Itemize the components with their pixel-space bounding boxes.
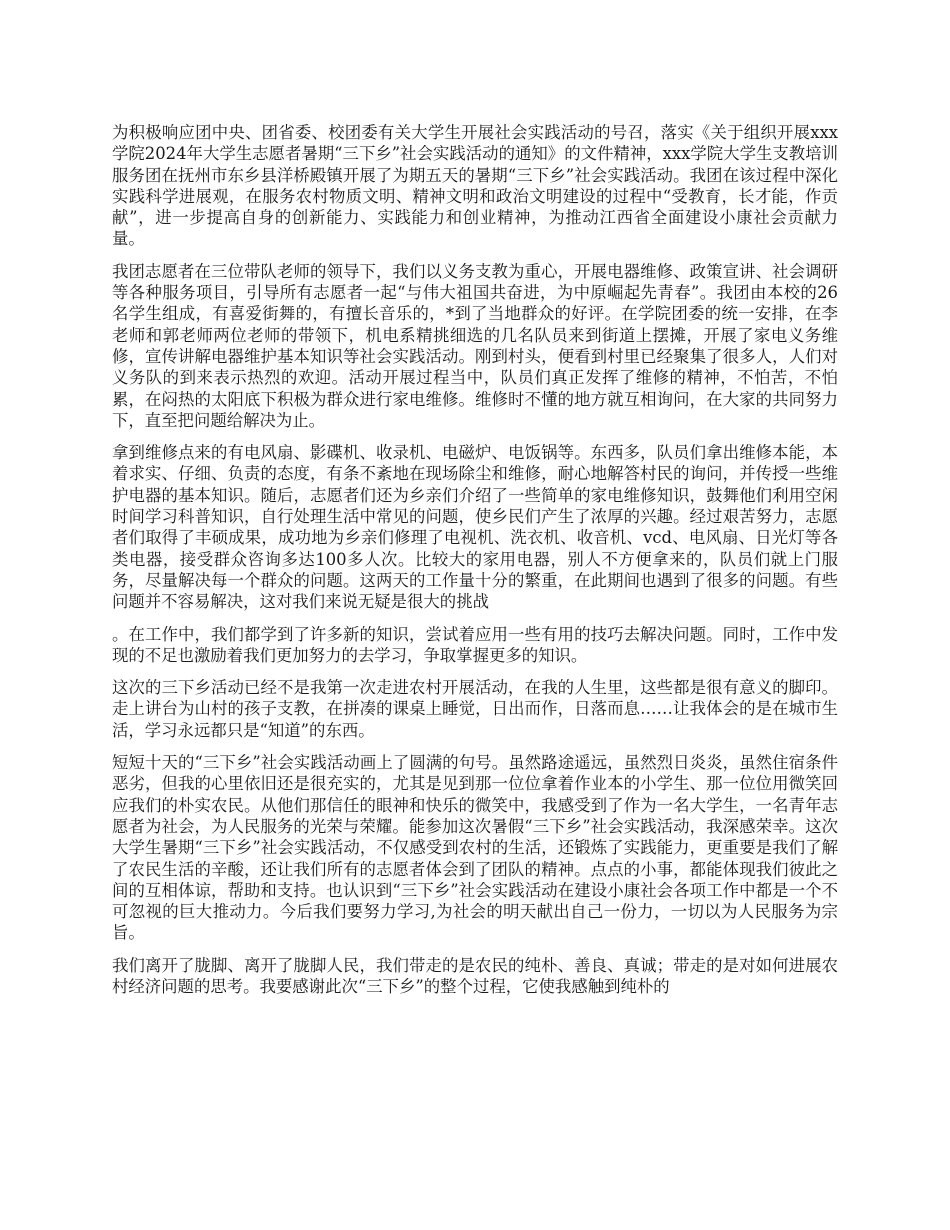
paragraph-intro: 为积极响应团中央、团省委、校团委有关大学生开展社会实践活动的号召，落实《关于组织开展xxx学院2024年大学生志愿者暑期“三下乡”社会实践活动的通知》的文件精神，xxx学院大学生支教培训服务团在抚州市东乡县洋桥殿镇开展了为期五天的暑期“三下乡”社会实践活动。我团在该过程中深化实践科学进展观，在服务农村物质文明、精神文明和政治文明建设的过程中“受教育，长才能，作贡献”，进一步提高自身的创新能力、实践能力和创业精神，为推动江西省全面建设小康社会贡献力量。	[112, 123, 838, 249]
document-body	[112, 122, 838, 1008]
paragraph-team-activities: 我团志愿者在三位带队老师的领导下，我们以义务支教为重心，开展电器维修、政策宣讲、社会调研等各种服务项目，引导所有志愿者一起“与伟大祖国共奋进，为中原崛起先青春”。我团由本校的26名学生组成，有喜爱街舞的，有擅长音乐的，*到了当地群众的好评。在学院团委的统一安排，在李老师和郭老师两位老师的带领下，机电系精挑细选的几名队员来到街道上摆摊，开展了家电义务维修，宣传讲解电器维护基本知识等社会实践活动。刚到村头，便看到村里已经聚集了很多人，人们对义务队的到来表示热烈的欢迎。活动开展过程当中，队员们真正发挥了维修的精神，不怕苦，不怕累，在闷热的太阳底下积极为群众进行家电维修。维修时不懂的地方就互相询问，在大家的共同努力下，直至把问题给解决为止。	[112, 261, 838, 430]
paragraph-learning: 。在工作中，我们都学到了许多新的知识，尝试着应用一些有用的技巧去解决问题。同时，工作中发现的不足也激励着我们更加努力的去学习，争取掌握更多的知识。	[112, 624, 838, 665]
paragraph-repair-work: 拿到维修点来的有电风扇、影碟机、收录机、电磁炉、电饭锅等。东西多，队员们拿出维修本能，本着求实、仔细、负责的态度，有条不紊地在现场除尘和维修，耐心地解答村民的询问，并传授一些维护电器的基本知识。随后，志愿者们还为乡亲们介绍了一些简单的家电维修知识，鼓舞他们利用空闲时间学习科普知识，自行处理生活中常见的问题，使乡民们产生了浓厚的兴趣。经过艰苦努力，志愿者们取得了丰硕成果，成功地为乡亲们修理了电视机、洗衣机、收音机、vcd、电风扇、日光灯等各类电器，接受群众咨询多达100多人次。比较大的家用电器，别人不方便拿来的，队员们就上门服务，尽量解决每一个群众的问题。这两天的工作量十分的繁重，在此期间也遇到了很多的问题。有些问题并不容易解决，这对我们来说无疑是很大的挑战	[112, 443, 838, 612]
paragraph-reflection: 这次的三下乡活动已经不是我第一次走进农村开展活动，在我的人生里，这些都是很有意义的脚印。走上讲台为山村的孩子支教，在拼凑的课桌上睡觉，日出而作，日落而息……让我体会的是在城市生活，学习永远都只是“知道”的东西。	[112, 678, 838, 740]
paragraph-summary: 短短十天的“三下乡”社会实践活动画上了圆满的句号。虽然路途遥远，虽然烈日炎炎，虽然住宿条件恶劣，但我的心里依旧还是很充实的，尤其是见到那一位位拿着作业本的小学生、那一位位用微笑回应我们的朴实农民。从他们那信任的眼神和快乐的微笑中，我感受到了作为一名大学生，一名青年志愿者为社会，为人民服务的光荣与荣耀。能参加这次暑假“三下乡”社会实践活动，我深感荣幸。这次大学生暑期“三下乡”社会实践活动，不仅感受到农村的生活，还锻炼了实践能力，更重要是我们了解了农民生活的辛酸，还让我们所有的志愿者体会到了团队的精神。点点的小事，都能体现我们彼此之间的互相体谅，帮助和支持。也认识到“三下乡”社会实践活动在建设小康社会各项工作中都是一个不可忽视的巨大推动力。今后我们要努力学习,为社会的明天献出自己一份力，一切以为人民服务为宗旨。	[112, 753, 838, 943]
paragraph-farewell: 我们离开了胧脚、离开了胧脚人民，我们带走的是农民的纯朴、善良、真诚；带走的是对如何进展农村经济问题的思考。我要感谢此次“三下乡”的整个过程，它使我感触到纯朴的	[112, 955, 838, 996]
